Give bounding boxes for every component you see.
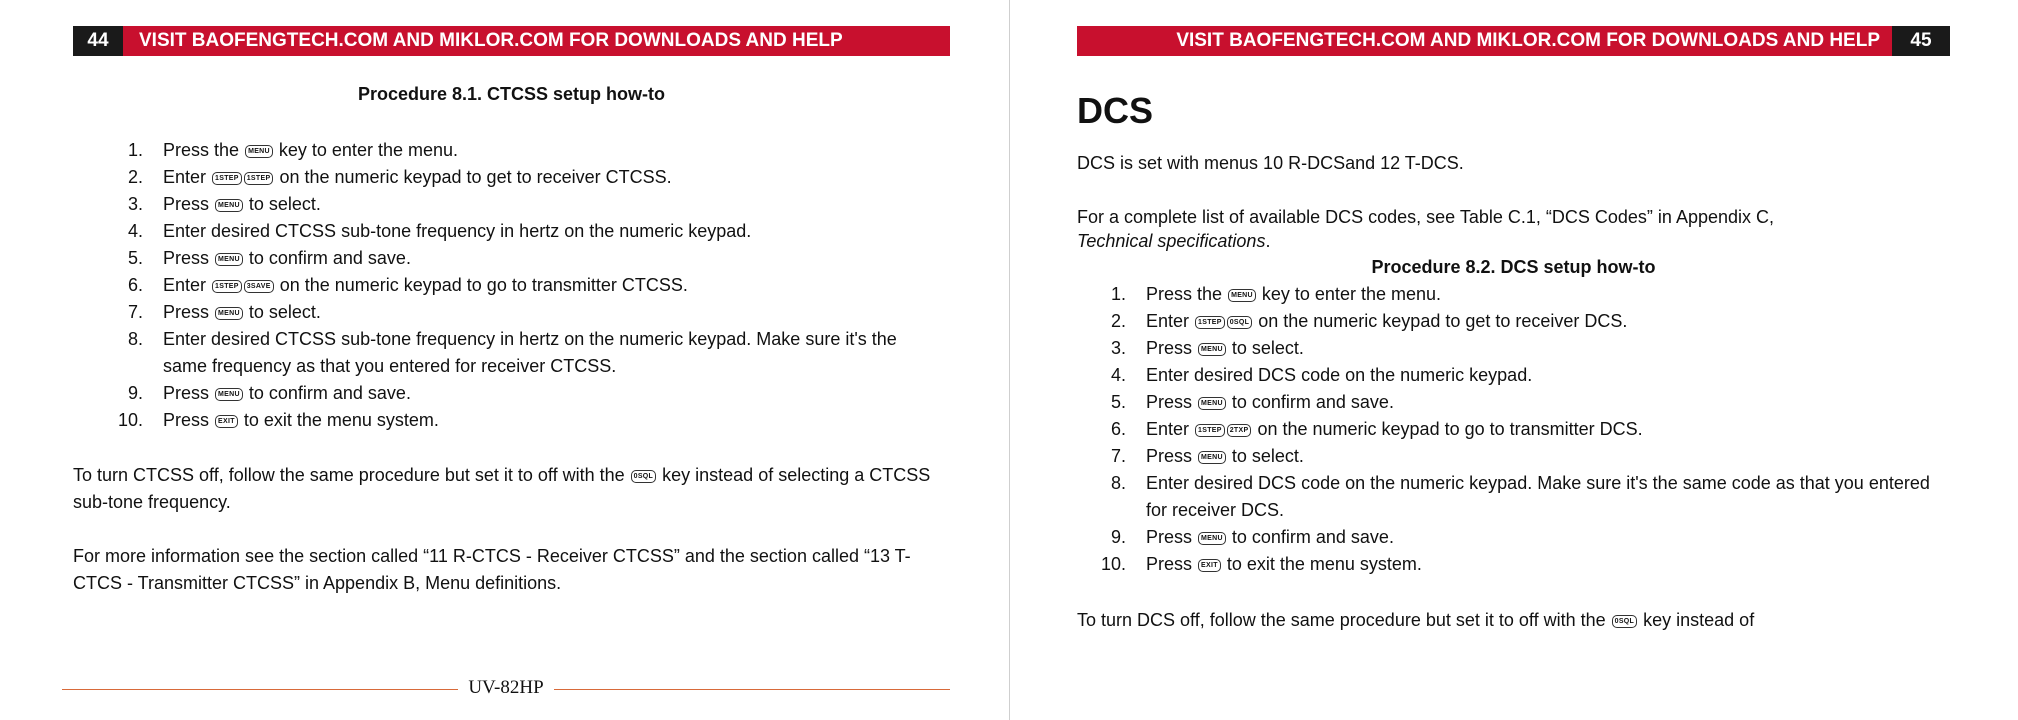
- key-3save-icon: 3SAVE: [244, 280, 274, 293]
- dcs-reference-period: .: [1265, 231, 1271, 251]
- step-text: Enter: [163, 275, 207, 295]
- step-number: 7.: [127, 302, 143, 322]
- step-text-end: on the numeric keypad to go to transmitter CTCSS.: [279, 275, 688, 295]
- key-0sql-icon: 0SQL: [1227, 316, 1252, 329]
- key-menu-icon: MENU: [1198, 397, 1226, 410]
- step-number: 6.: [127, 275, 143, 295]
- step-number: 10.: [117, 410, 143, 430]
- step-number: 8.: [1110, 473, 1126, 493]
- key-2txp-icon: 2TXP: [1227, 424, 1252, 437]
- step-text-end: to exit the menu system.: [243, 410, 439, 430]
- step-item: [1074, 551, 1954, 578]
- dcs-reference-italic: Technical specifications: [1077, 231, 1266, 251]
- step-text-end: to select.: [1231, 338, 1304, 358]
- step-number: 5.: [127, 248, 143, 268]
- step-number: 2.: [1110, 311, 1126, 331]
- left-para-off-text-end: key instead of selecting a CTCSS sub-tone frequency.: [73, 465, 931, 512]
- key-menu-icon: MENU: [245, 145, 273, 158]
- key-menu-icon: MENU: [215, 388, 243, 401]
- step-text: Press: [1146, 446, 1193, 466]
- step-text-end: on the numeric keypad to go to transmitter DCS.: [1257, 419, 1643, 439]
- right-para-off: [1077, 607, 1957, 634]
- step-item: [1074, 443, 1954, 470]
- step-item: [1074, 362, 1954, 389]
- step-item: [91, 326, 931, 380]
- step-text-end: to confirm and save.: [248, 248, 411, 268]
- key-1step-icon: 1STEP: [212, 172, 242, 185]
- key-menu-icon: MENU: [215, 253, 243, 266]
- step-text: Enter: [163, 167, 207, 187]
- step-text: Press: [1146, 527, 1193, 547]
- step-item: [1074, 524, 1954, 551]
- step-item: [91, 272, 931, 299]
- right-steps-list: [1074, 281, 1954, 578]
- step-text: Press the: [163, 140, 240, 160]
- step-text: Press: [163, 194, 210, 214]
- step-text: Enter desired CTCSS sub-tone frequency in hertz on the numeric keypad.: [163, 221, 752, 241]
- step-text: Enter desired CTCSS sub-tone frequency in hertz on the numeric keypad. Make sure it's the same frequency as that you entered for receiver CTCSS.: [163, 329, 897, 376]
- key-exit-icon: EXIT: [215, 415, 238, 428]
- step-item: [1074, 281, 1954, 308]
- step-text: Enter: [1146, 419, 1190, 439]
- step-item: [91, 164, 931, 191]
- step-text-end: to select.: [1231, 446, 1304, 466]
- step-number: 4.: [1110, 365, 1126, 385]
- step-number: 8.: [127, 329, 143, 349]
- left-footer: [62, 677, 950, 701]
- step-number: 10.: [1100, 554, 1126, 574]
- key-1step-icon: 1STEP: [212, 280, 242, 293]
- right-page-number: 45: [1892, 26, 1950, 56]
- left-page-number: 44: [73, 26, 123, 56]
- right-header-bar: [1077, 26, 1950, 56]
- step-number: 5.: [1110, 392, 1126, 412]
- right-page: [1010, 0, 2018, 720]
- left-steps-list: [91, 137, 931, 434]
- step-number: 7.: [1110, 446, 1126, 466]
- step-text-end: to confirm and save.: [248, 383, 411, 403]
- right-para-off-text: To turn DCS off, follow the same procedure but set it to off with the: [1077, 610, 1606, 630]
- key-menu-icon: MENU: [1198, 451, 1226, 464]
- key-menu-icon: MENU: [1198, 532, 1226, 545]
- step-text: Press: [1146, 554, 1193, 574]
- left-para-off: [73, 462, 950, 516]
- step-item: [1074, 389, 1954, 416]
- key-menu-icon: MENU: [215, 307, 243, 320]
- key-1step-icon: 1STEP: [1195, 316, 1225, 329]
- key-exit-icon: EXIT: [1198, 559, 1221, 572]
- key-0sql-icon: 0SQL: [631, 470, 656, 483]
- step-text: Enter: [1146, 311, 1190, 331]
- step-number: 1.: [1110, 284, 1126, 304]
- step-text: Press: [163, 410, 210, 430]
- key-1step-icon: 1STEP: [1195, 424, 1225, 437]
- dcs-reference-text: For a complete list of available DCS codes, see Table C.1, “DCS Codes” in Appendix C,: [1077, 207, 1774, 227]
- step-text: Press: [1146, 392, 1193, 412]
- step-text: Enter desired DCS code on the numeric keypad.: [1146, 365, 1533, 385]
- step-item: [91, 218, 931, 245]
- step-text-end: on the numeric keypad to get to receiver DCS.: [1258, 311, 1628, 331]
- step-item: [1074, 335, 1954, 362]
- step-text-end: to exit the menu system.: [1226, 554, 1422, 574]
- right-para-off-text-end: key instead of: [1643, 610, 1755, 630]
- step-number: 9.: [127, 383, 143, 403]
- key-0sql-icon: 0SQL: [1612, 615, 1637, 628]
- left-para-off-text: To turn CTCSS off, follow the same procedure but set it to off with the: [73, 465, 625, 485]
- left-header-bar: [73, 26, 950, 56]
- key-1step-icon: 1STEP: [244, 172, 274, 185]
- step-text-end: key to enter the menu.: [1261, 284, 1441, 304]
- step-item: [1074, 416, 1954, 443]
- step-text-end: to confirm and save.: [1231, 392, 1394, 412]
- right-header-text: VISIT BAOFENGTECH.COM AND MIKLOR.COM FOR DOWNLOADS AND HELP: [1176, 30, 1880, 51]
- step-text: Press the: [1146, 284, 1223, 304]
- step-text: Press: [1146, 338, 1193, 358]
- step-text: Press: [163, 383, 210, 403]
- right-procedure-title: Procedure 8.2. DCS setup how-to: [1371, 257, 1656, 277]
- dcs-intro: DCS is set with menus 10 R-DCSand 12 T-DCS.: [1077, 153, 1464, 173]
- step-item: [91, 299, 931, 326]
- step-text-end: on the numeric keypad to get to receiver CTCSS.: [279, 167, 672, 187]
- left-procedure-title: Procedure 8.1. CTCSS setup how-to: [357, 84, 666, 104]
- step-number: 1.: [127, 140, 143, 160]
- step-item: [1074, 470, 1954, 524]
- step-number: 4.: [127, 221, 143, 241]
- step-text-end: to select.: [248, 302, 321, 322]
- step-item: [91, 191, 931, 218]
- key-menu-icon: MENU: [215, 199, 243, 212]
- footer-model: UV-82HP: [458, 677, 553, 698]
- step-item: [91, 380, 931, 407]
- step-text-end: to select.: [248, 194, 321, 214]
- left-para-more: For more information see the section called “11 R-CTCS - Receiver CTCSS” and the section called “13 T-CTCS - Transmitter CTCSS” in Appendix B, Menu definitions.: [73, 546, 911, 593]
- step-item: [91, 137, 931, 164]
- step-number: 2.: [127, 167, 143, 187]
- key-menu-icon: MENU: [1198, 343, 1226, 356]
- step-number: 3.: [1110, 338, 1126, 358]
- step-text: Press: [163, 302, 210, 322]
- key-menu-icon: MENU: [1228, 289, 1256, 302]
- dcs-reference: [1077, 205, 1947, 253]
- left-header-text: VISIT BAOFENGTECH.COM AND MIKLOR.COM FOR DOWNLOADS AND HELP: [139, 30, 843, 51]
- step-text: Press: [163, 248, 210, 268]
- step-text: Enter desired DCS code on the numeric keypad. Make sure it's the same code as that you entered for receiver DCS.: [1146, 473, 1930, 520]
- step-item: [91, 245, 931, 272]
- step-text-end: to confirm and save.: [1231, 527, 1394, 547]
- step-number: 9.: [1110, 527, 1126, 547]
- dcs-heading: DCS: [1077, 90, 1154, 131]
- step-number: 6.: [1110, 419, 1126, 439]
- step-item: [91, 407, 931, 434]
- step-item: [1074, 308, 1954, 335]
- step-text-end: key to enter the menu.: [278, 140, 458, 160]
- step-number: 3.: [127, 194, 143, 214]
